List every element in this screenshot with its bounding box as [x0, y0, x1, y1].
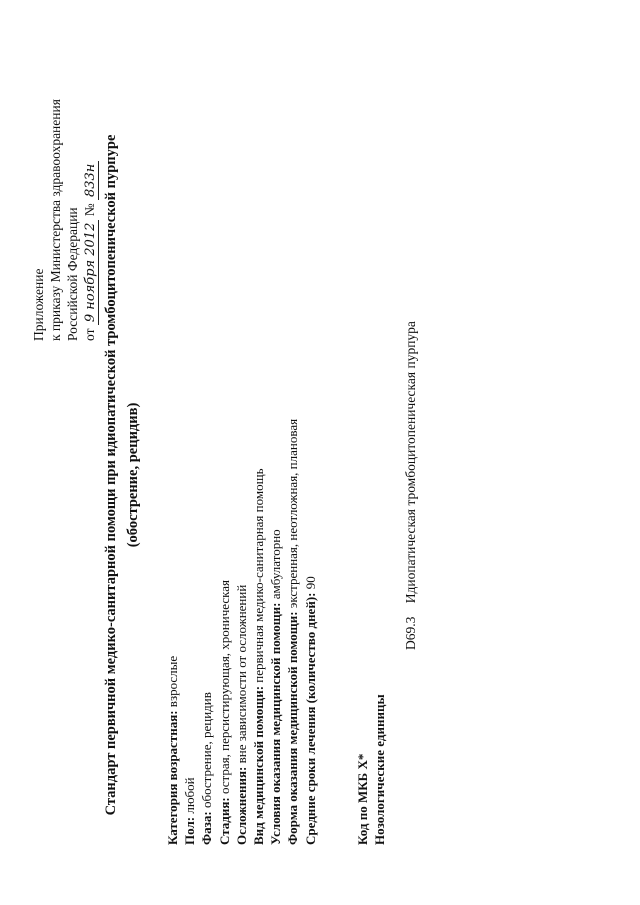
param-value: обострение, рецидив	[199, 692, 215, 812]
appendix-from-label: от	[82, 328, 97, 341]
param-value: первичная медико-санитарная помощь	[251, 468, 267, 686]
param-age-category	[164, 419, 181, 845]
appendix-date-line	[81, 99, 99, 341]
title-line-2: (обострение, рецидив)	[125, 402, 141, 548]
param-label: Категория возрастная:	[165, 710, 180, 845]
param-treatment-duration	[302, 419, 319, 845]
param-value: вне зависимости от осложнений	[233, 584, 249, 767]
param-value: амбулаторно	[268, 529, 284, 603]
param-value: взрослые	[165, 655, 180, 711]
param-label: Вид медицинской помощи:	[251, 685, 267, 845]
param-value: острая, персистирующая, хроническая	[216, 580, 232, 798]
param-stage	[216, 419, 233, 845]
param-complications	[233, 419, 250, 845]
appendix-order-line: к приказу Министерства здравоохранения	[48, 99, 63, 341]
appendix-header	[30, 99, 99, 341]
title-line-1: Стандарт первичной медико-санитарной помощи при идиопатической тромбоцитопенической пурпуре	[103, 134, 119, 816]
param-phase	[198, 419, 215, 845]
diagnosis-code: D69.3	[403, 616, 418, 650]
param-care-conditions	[267, 419, 284, 845]
diagnosis-entry	[403, 321, 419, 650]
handwritten-date: 9 ноября 2012	[84, 220, 99, 325]
appendix-number-label: №	[82, 203, 97, 217]
appendix-country-line: Российской Федерации	[65, 207, 80, 341]
nosology-label: Нозологические единицы	[372, 694, 388, 845]
param-sex	[181, 419, 198, 845]
param-value: любой	[182, 777, 198, 817]
handwritten-order-number: 833н	[84, 161, 99, 200]
icd-section	[354, 694, 388, 845]
param-value: 90	[302, 576, 318, 593]
param-value: экстренная, неотложная, плановая	[285, 418, 301, 612]
param-label: Осложнения:	[233, 766, 249, 845]
param-label: Форма оказания медицинской помощи:	[285, 611, 301, 845]
diagnosis-name: Идиопатическая тромбоцитопеническая пурпура	[403, 321, 418, 604]
param-label: Стадия:	[216, 797, 232, 845]
icd-code-label: Код по МКБ X*	[355, 753, 370, 845]
standard-parameters	[164, 419, 319, 845]
param-label: Пол:	[182, 816, 198, 845]
param-care-form	[284, 419, 301, 845]
param-label: Фаза:	[199, 811, 215, 845]
param-care-type	[250, 419, 267, 845]
document-title	[100, 105, 144, 845]
param-label: Средние сроки лечения (количество дней):	[302, 592, 318, 845]
appendix-label: Приложение	[31, 268, 46, 341]
param-label: Условия оказания медицинской помощи:	[268, 602, 284, 845]
